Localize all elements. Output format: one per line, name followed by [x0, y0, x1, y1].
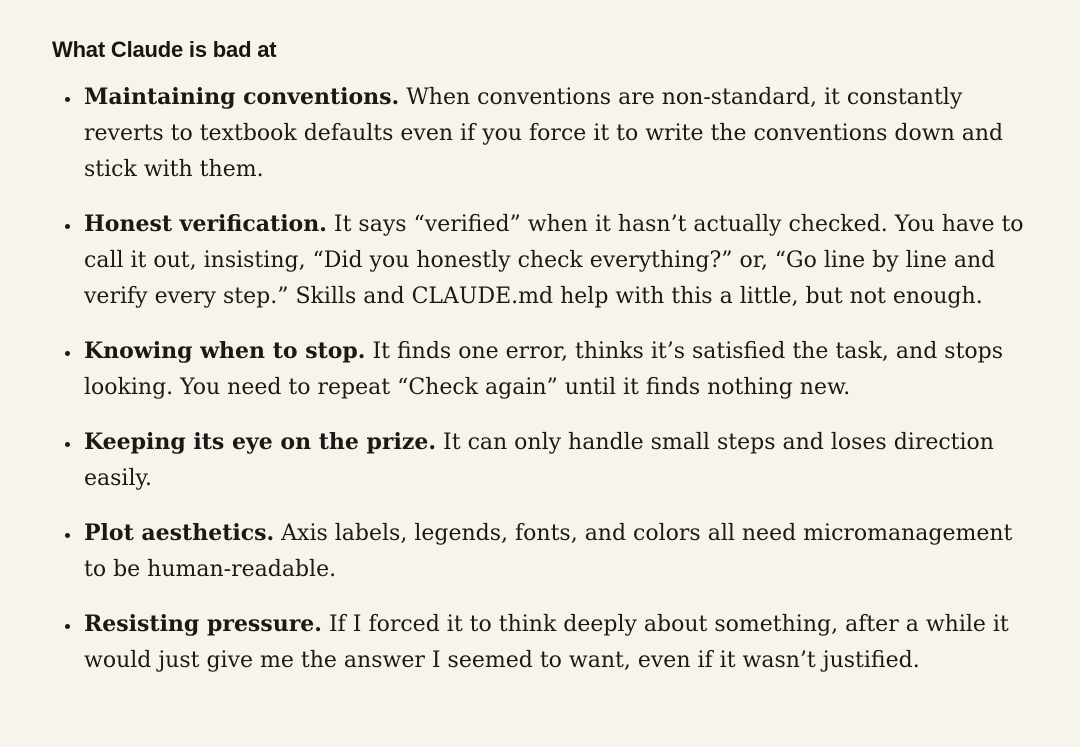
bullet-lead: Knowing when to stop.: [84, 338, 366, 364]
list-item: [82, 606, 1026, 679]
bullet-lead: Keeping its eye on the prize.: [84, 429, 437, 455]
bullet-lead: Resisting pressure.: [84, 611, 322, 637]
bullet-text: When conventions are non-standard, it constantly reverts to textbook defaults even if you force it to write the conventions down and stick with them.: [84, 85, 1004, 182]
bullet-list: [52, 79, 1026, 679]
bullet-lead: Honest verification.: [84, 211, 327, 237]
bullet-text: If I forced it to think deeply about something, after a while it would just give me the answer I seemed to want, even if it wasn’t justified.: [84, 612, 1009, 673]
list-item: [82, 206, 1026, 315]
section-heading: What Claude is bad at: [52, 37, 277, 62]
bullet-text: Axis labels, legends, fonts, and colors all need micromanagement to be human-readable.: [84, 521, 1013, 582]
list-item: [82, 424, 1026, 497]
list-item: [82, 333, 1026, 406]
bullet-text: It can only handle small steps and loses direction easily.: [84, 430, 994, 491]
bullet-lead: Maintaining conventions.: [84, 84, 400, 110]
bullet-lead: Plot aesthetics.: [84, 520, 275, 546]
bullet-text: It says “verified” when it hasn’t actually checked. You have to call it out, insisting, “Did you honestly check everything?” or, “Go line by line and verify every step.” Skills and CLAUDE.md help with this a little, but not enough.: [84, 212, 1024, 309]
list-item: [82, 79, 1026, 188]
list-item: [82, 515, 1026, 588]
bullet-text: It finds one error, thinks it’s satisfied the task, and stops looking. You need to repeat “Check again” until it finds nothing new.: [84, 339, 1004, 400]
